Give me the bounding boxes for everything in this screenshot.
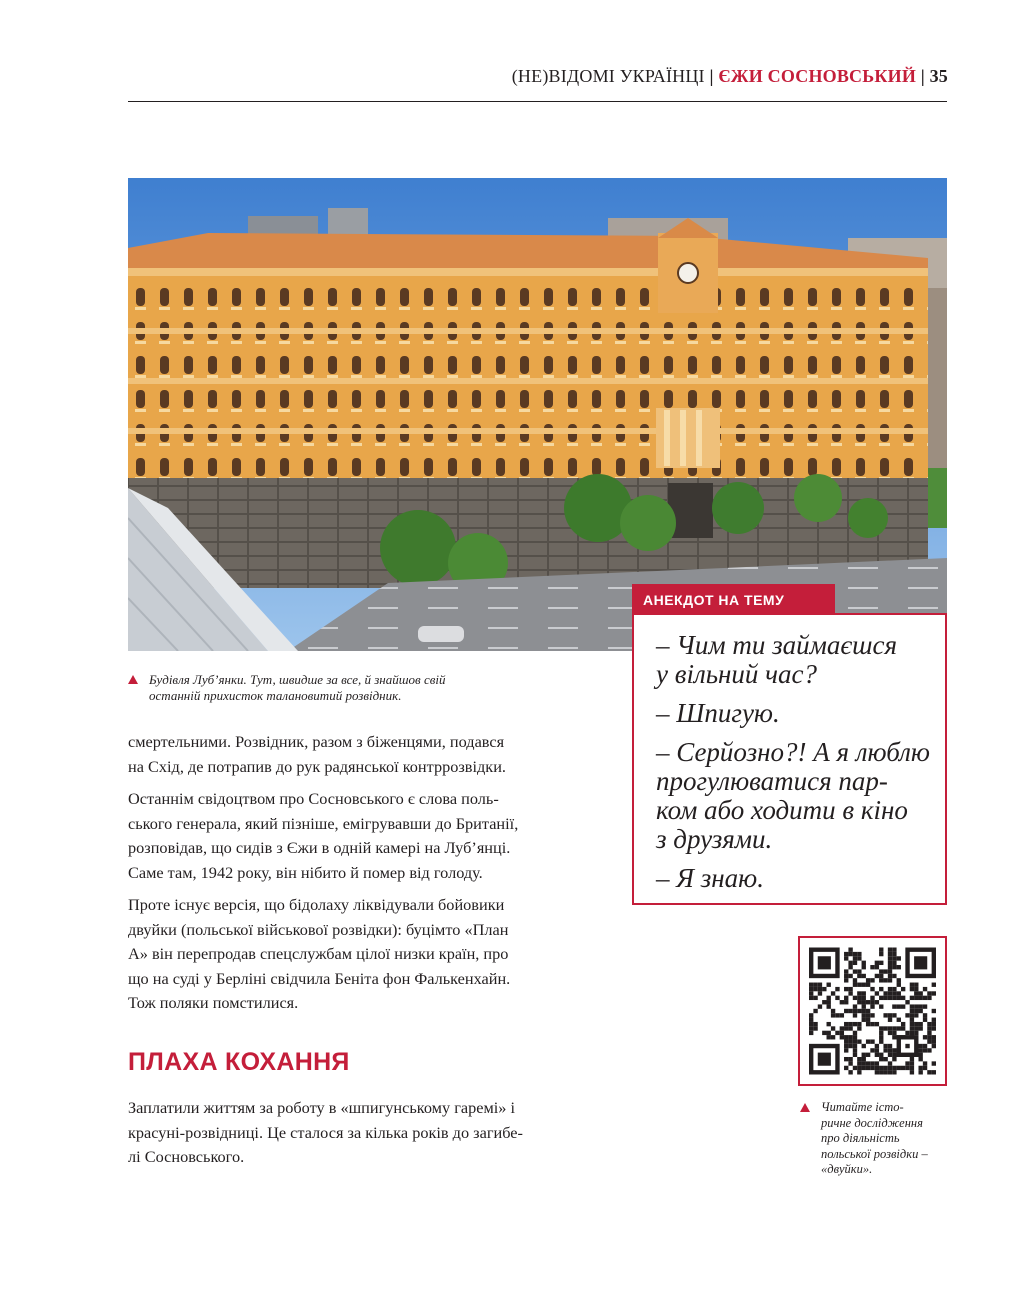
joke-line: – Чим ти займаєшся <box>656 630 898 660</box>
caption-line: «двуйки». <box>821 1162 873 1176</box>
section-heading: ПЛАХА КОХАННЯ <box>128 1048 350 1076</box>
caption-line: Будівля Луб’янки. Тут, швидше за все, й знайшов свій <box>149 672 446 687</box>
text-line: лі Сосновського. <box>128 1147 245 1166</box>
caption-line: останній прихисток талановитий розвідник. <box>149 688 402 703</box>
text-line: на Схід, де потрапив до рук радянської контррозвідки. <box>128 756 506 776</box>
lubyanka-photo <box>128 178 947 651</box>
joke-lines <box>656 738 935 854</box>
text-line: Проте існує версія, що бідолаху ліквідували бойовики <box>128 895 505 914</box>
body-paragraph <box>128 730 587 779</box>
body-paragraph <box>128 1096 587 1170</box>
joke-line: – Я знаю. <box>656 863 764 893</box>
joke-line: ком або ходити в кіно <box>656 795 908 825</box>
text-line: ського генерала, який пізніше, емігрувавши до Британії, <box>128 813 519 833</box>
text-line: що на суді у Берліні свідчила Беніта фон Фалькенхайн. <box>128 968 511 988</box>
header-separator: | <box>920 66 925 86</box>
joke-line: – Серйозно?! А я люблю <box>656 737 930 767</box>
header-section: (НЕ)ВІДОМІ УКРАЇНЦІ <box>511 66 705 86</box>
text-line: смертельними. Розвідник, разом з біженцями, подався <box>128 732 505 751</box>
joke-lines <box>656 864 935 893</box>
text-line: Заплатили життям за роботу в «шпигунському гаремі» і <box>128 1098 516 1117</box>
caption-line: ричне дослідження <box>821 1115 923 1130</box>
article-body <box>128 730 587 1024</box>
section-body <box>128 1096 587 1178</box>
body-paragraph <box>128 787 587 885</box>
joke-line: у вільний час? <box>656 659 818 689</box>
qr-code-frame[interactable] <box>798 936 947 1086</box>
qr-code-icon[interactable] <box>809 947 936 1075</box>
joke-line: прогулюватися пар- <box>656 766 888 796</box>
text-line: двуйки (польської військової розвідки): буцімто «План <box>128 919 509 939</box>
photo-caption <box>128 672 508 704</box>
text-line: Останнім свідоцтвом про Сосновського є слова поль- <box>128 789 499 808</box>
header-topic: ЄЖИ СОСНОВСЬКИЙ <box>718 66 917 86</box>
body-paragraph <box>128 893 587 1016</box>
caption-line: польської розвідки – <box>821 1146 928 1161</box>
text-line: Саме там, 1942 року, він нібито й помер від голоду. <box>128 862 483 882</box>
page-number: 35 <box>929 66 948 86</box>
joke-line: – Шпигую. <box>656 698 780 728</box>
qr-caption <box>800 1100 960 1178</box>
joke-tag: АНЕКДОТ НА ТЕМУ <box>632 584 835 614</box>
header-separator: | <box>709 66 714 86</box>
joke-box <box>632 613 947 905</box>
lubyanka-building-photo <box>128 178 947 651</box>
triangle-marker-icon <box>800 1103 810 1112</box>
joke-lines <box>656 631 935 689</box>
text-line: Тож поляки помстилися. <box>128 993 299 1012</box>
caption-line: Читайте істо- <box>821 1100 904 1114</box>
text-line: А» він перепродав спецслужбам цілої низки країн, про <box>128 944 509 963</box>
running-header <box>512 66 948 87</box>
header-rule <box>128 101 947 102</box>
joke-line: з друзями. <box>656 824 773 854</box>
caption-line: про діяльність <box>821 1131 900 1145</box>
triangle-marker-icon <box>128 675 138 684</box>
joke-lines <box>656 699 935 728</box>
text-line: розповідав, що сидів з Єжи в одній камері на Луб’янці. <box>128 838 511 857</box>
text-line: красуні-розвідниці. Це сталося за кілька років до загибе- <box>128 1122 523 1142</box>
